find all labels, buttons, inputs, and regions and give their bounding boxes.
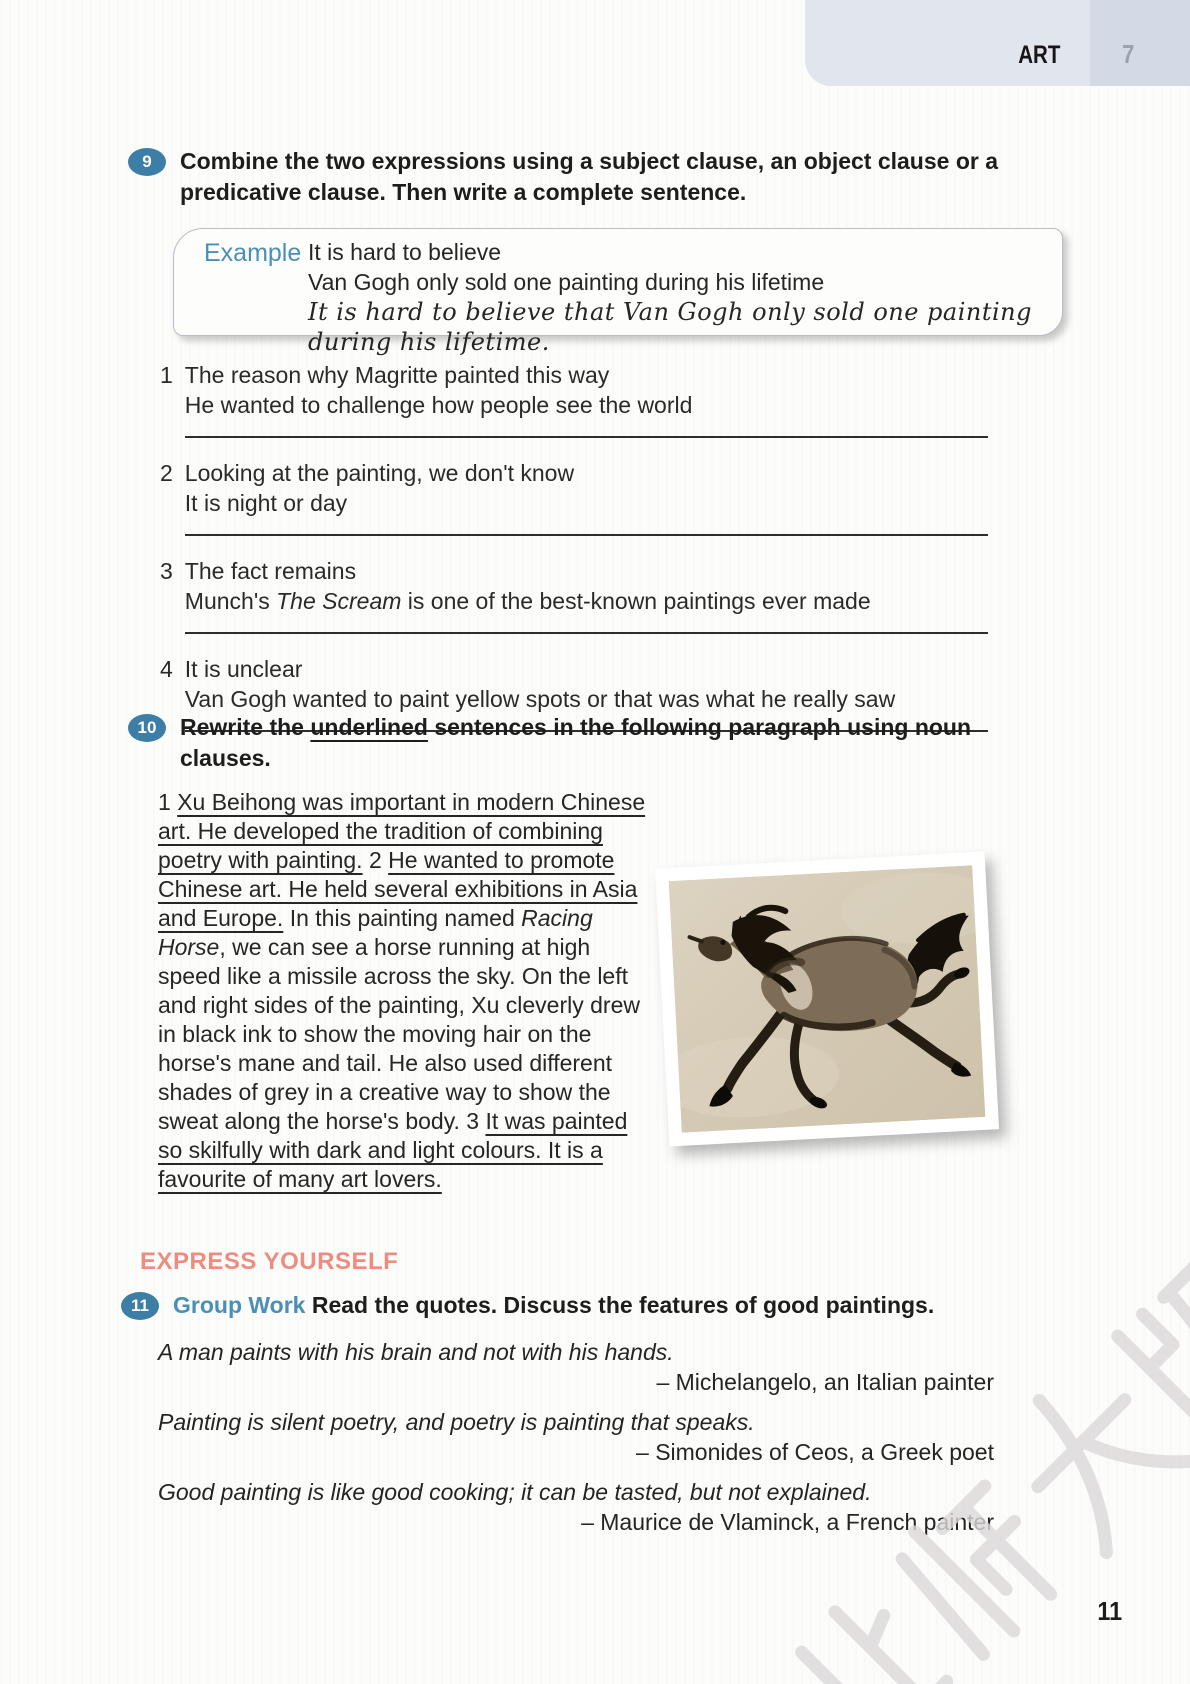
item-line: The fact remains: [184, 558, 357, 584]
unit-number: 7: [1121, 39, 1134, 69]
exercise-number-badge: 10: [128, 714, 166, 742]
racing-horse-painting: [669, 865, 986, 1133]
item-number: 4: [160, 656, 173, 682]
exercise-number-badge: 11: [121, 1292, 159, 1320]
item-line: Looking at the painting, we don't know: [184, 460, 575, 486]
example-line-1: It is hard to believe: [308, 239, 502, 265]
item-line: Van Gogh wanted to paint yellow spots or that was what he really saw: [184, 686, 896, 712]
exercise-9-items: [160, 360, 1000, 744]
item-number: 3: [160, 558, 173, 584]
example-answer-handwritten: It is hard to believe that Van Gogh only sold one painting during his lifetime.: [308, 298, 1033, 356]
quote-attribution: – Simonides of Ceos, a Greek poet: [636, 1439, 994, 1465]
exercise-11: [121, 1290, 1081, 1547]
quote-text: Good painting is like good cooking; it can be tasted, but not explained.: [158, 1479, 872, 1505]
exercise-10-paragraph: [158, 788, 992, 1194]
answer-blank-line: [185, 632, 988, 634]
unit-title: ART: [1017, 41, 1060, 69]
item-line: Munch's The Scream is one of the best-known paintings ever made: [184, 588, 871, 614]
quote-2: [158, 1407, 994, 1467]
quote-text: Painting is silent poetry, and poetry is painting that speaks.: [158, 1409, 755, 1435]
item-line: It is unclear: [184, 656, 303, 682]
quote-1: [158, 1337, 994, 1397]
racing-horse-photo: [655, 852, 999, 1147]
answer-blank-line: [185, 436, 988, 438]
item-line: He wanted to challenge how people see the world: [184, 392, 693, 418]
example-box: [173, 228, 1063, 356]
exercise-10: [128, 712, 1078, 1194]
example-line-2: Van Gogh only sold one painting during his lifetime: [308, 269, 825, 295]
quotes-list: [158, 1337, 994, 1537]
page-number: 11: [1097, 1596, 1123, 1626]
item-2: [160, 458, 1000, 548]
item-line: It is night or day: [184, 490, 348, 516]
exercise-11-heading: Read the quotes. Discuss the features of good paintings.: [311, 1292, 935, 1318]
item-3: [160, 556, 1000, 646]
item-number: 2: [160, 460, 173, 486]
quote-attribution: – Maurice de Vlaminck, a French painter: [581, 1509, 994, 1535]
exercise-9: [128, 146, 1078, 752]
group-work-tag: Group Work: [173, 1292, 306, 1318]
paragraph-text: 1 Xu Beihong was important in modern Chinese art. He developed the tradition of combining poetry with painting. 2 He wanted to promote Chinese art. He held several exhibitions in Asia and Europe. In this painting named Racing Horse, we can see a horse running at high speed like a missile across the sky. On the left and right sides of the painting, Xu cleverly drew in black ink to show the moving hair on the horse's mane and tail. He also used different shades of grey in a creative way to show the sweat along the horse's body. 3 It was painted so skilfully with dark and light colours. It is a favourite of many art lovers.: [158, 789, 646, 1192]
exercise-9-heading: Combine the two expressions using a subject clause, an object clause or a predicative clause. Then write a complete sentence.: [180, 148, 999, 205]
item-line: The reason why Magritte painted this way: [184, 362, 610, 388]
exercise-10-heading: Rewrite the underlined sentences in the following paragraph using noun clauses.: [180, 714, 972, 771]
quote-3: [158, 1477, 994, 1537]
exercise-number-badge: 9: [128, 148, 166, 176]
answer-blank-line: [185, 534, 988, 536]
item-1: [160, 360, 1000, 450]
unit-number-strip: [1090, 0, 1190, 86]
express-yourself-heading: EXPRESS YOURSELF: [140, 1248, 399, 1275]
quote-text: A man paints with his brain and not with his hands.: [158, 1339, 674, 1365]
example-label: Example: [204, 239, 302, 267]
quote-attribution: – Michelangelo, an Italian painter: [656, 1369, 994, 1395]
unit-header-band: [805, 0, 1190, 86]
item-number: 1: [160, 362, 173, 388]
